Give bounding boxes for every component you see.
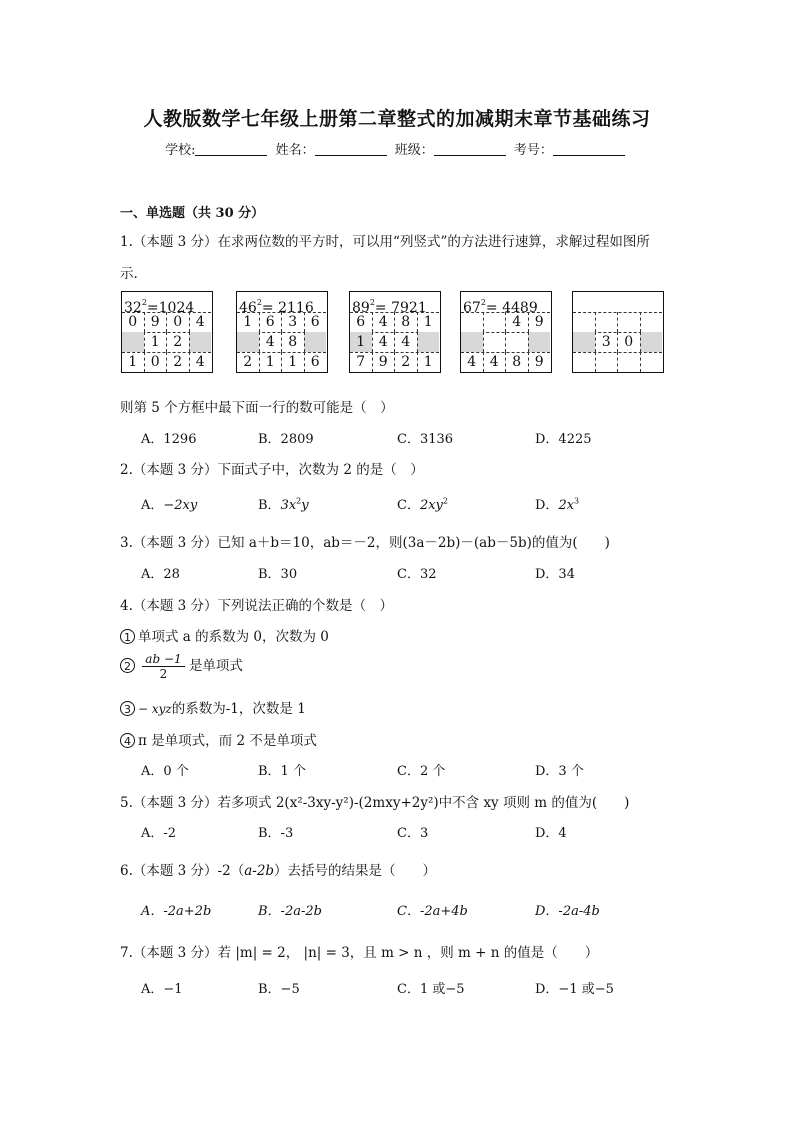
grid-cell: 1: [144, 332, 167, 352]
grid-cell: 8: [281, 332, 304, 352]
page-title: 人教版数学七年级上册第二章整式的加减期末章节基础练习: [143, 108, 651, 130]
q2-option-b-expr: 3x: [280, 498, 297, 513]
q2-option-a-expr: −2xy: [163, 498, 198, 513]
question-6-post: ）去括号的结果是（ ）: [274, 863, 437, 879]
grid-cell: [640, 352, 663, 372]
statement-1-text: 单项式 a 的系数为 0，次数为 0: [138, 629, 329, 645]
grid-cell: [304, 332, 327, 352]
grid-cell: [595, 312, 618, 332]
q7-option-a[interactable]: A．−1: [141, 982, 183, 997]
grid-cell: 7: [356, 354, 366, 370]
q6-option-a[interactable]: A．-2a+2b: [141, 904, 212, 919]
grid-cell: [189, 332, 212, 352]
question-6-text: [120, 859, 436, 879]
grid-cell: 9: [372, 352, 395, 372]
q4-option-d[interactable]: D．3 个: [535, 764, 584, 779]
grid-cell: [640, 312, 663, 332]
grid-cell: 8: [394, 312, 417, 332]
grid-cell: 2: [166, 352, 189, 372]
digit-grid-1: [121, 291, 213, 373]
grid-cell: 4: [189, 312, 212, 332]
grid-cell: 0: [617, 332, 640, 352]
grid-base: 89: [352, 300, 370, 316]
grid-cell: [237, 332, 259, 352]
q6-option-b[interactable]: B．-2a-2b: [258, 904, 322, 919]
q2-option-b-sup: 2: [296, 496, 302, 506]
grid-row-1: [237, 312, 326, 332]
grid-base: 67: [463, 300, 481, 316]
q5-option-c[interactable]: C．3: [397, 826, 429, 841]
question-1-text: 1.（本题 3 分）在求两位数的平方时，可以用“列竖式”的方法进行速算，求解过程如图所: [120, 234, 650, 250]
statement-4-text: π 是单项式，而 2 不是单项式: [138, 733, 317, 749]
q3-option-c[interactable]: C．32: [397, 567, 437, 582]
digit-grid-3: [349, 291, 441, 373]
statement-4: [120, 729, 317, 749]
grid-cell: 0: [166, 312, 189, 332]
q4-option-c[interactable]: C．2 个: [397, 764, 446, 779]
statement-3: [120, 697, 306, 717]
question-7-text: 7.（本题 3 分）若 |m| = 2， |n| = 3，且 m > n ，则 m + n 的值是（ ）: [120, 945, 599, 961]
grid-cell: [573, 332, 595, 352]
q4-option-a[interactable]: A．0 个: [141, 764, 189, 779]
grid-row-2: [461, 332, 550, 352]
q2-option-c[interactable]: [397, 494, 448, 513]
grid-cell: 1: [259, 352, 282, 372]
grid-cell: 3: [595, 332, 618, 352]
grid-cell: [483, 332, 506, 352]
grid-base: 32: [124, 300, 142, 316]
grid-header: [124, 292, 195, 316]
grid-row-1: [122, 312, 211, 332]
q3-option-b[interactable]: B．30: [258, 567, 298, 582]
grid-cell: 1: [417, 312, 440, 332]
grid-result: = 7921: [374, 300, 427, 316]
circled-number-2: 2: [120, 658, 135, 673]
grid-cell: 4: [189, 352, 212, 372]
grid-cell: [483, 312, 506, 332]
digit-grid-4: [460, 291, 552, 373]
grid-cell: [617, 352, 640, 372]
grid-cell: 1: [350, 332, 372, 352]
grid-cell: 8: [505, 352, 528, 372]
school-blank: [195, 142, 267, 156]
q1-option-d[interactable]: D．4225: [535, 432, 592, 447]
q2-option-b-tail: y: [301, 498, 309, 513]
grid-cell: 4: [505, 312, 528, 332]
grid-cell: 4: [259, 332, 282, 352]
grid-cell: 1: [281, 352, 304, 372]
grid-cell: 0: [128, 314, 138, 330]
fraction-numerator: ab −1: [142, 652, 184, 667]
grid-cell: 9: [144, 312, 167, 332]
grid-cell: [505, 332, 528, 352]
q3-option-a[interactable]: A．28: [141, 567, 180, 582]
q2-option-c-label: C．: [397, 498, 420, 513]
circled-number-3: 3: [120, 701, 135, 716]
q1-option-c[interactable]: C．3136: [397, 432, 454, 447]
grid-cell: [122, 332, 144, 352]
grid-cell: 1: [243, 314, 253, 330]
grid-row-3: [573, 352, 662, 372]
grid-cell: [528, 332, 551, 352]
grid-row-2: [237, 332, 326, 352]
school-label: 学校:: [165, 143, 196, 158]
grid-cell: 4: [372, 312, 395, 332]
grid-cell: 2: [394, 352, 417, 372]
q2-option-c-sup: 2: [442, 496, 448, 506]
grid-cell: [417, 332, 440, 352]
digit-grid-5: [572, 291, 664, 373]
fraction: [142, 652, 184, 681]
fraction-denominator: 2: [159, 667, 168, 681]
grid-cell: [595, 352, 618, 372]
grid-cell: [573, 312, 595, 332]
q1-option-a[interactable]: A．1296: [141, 432, 197, 447]
grid-cell: [617, 312, 640, 332]
grid-row-3: [350, 352, 439, 372]
q2-option-d[interactable]: [535, 494, 579, 513]
statement-3-expr: − xyz: [138, 702, 172, 716]
grid-exponent: 2: [141, 298, 147, 307]
grid-exponent: 2: [480, 298, 486, 307]
grid-cell: [640, 332, 663, 352]
question-1-prompt: 则第 5 个方框中最下面一行的数可能是（ ）: [120, 400, 394, 416]
grid-cell: 4: [483, 352, 506, 372]
grid-cell: 6: [356, 314, 366, 330]
q2-option-a[interactable]: [141, 494, 197, 513]
q2-option-b[interactable]: [258, 494, 309, 513]
question-6-expr: a-2b: [244, 863, 275, 879]
grid-cell: 1: [128, 354, 138, 370]
q5-option-a[interactable]: A．-2: [141, 826, 177, 841]
q2-option-c-expr: 2xy: [419, 498, 443, 513]
grid-row-2: [122, 332, 211, 352]
question-2-text: 2.（本题 3 分）下面式子中，次数为 2 的是（ ）: [120, 462, 424, 478]
statement-2: [120, 652, 243, 681]
circled-number-1: 1: [120, 629, 135, 644]
grid-header: [352, 292, 427, 316]
q7-option-c[interactable]: C．1 或−5: [397, 982, 465, 997]
question-4-text: 4.（本题 3 分）下列说法正确的个数是（ ）: [120, 598, 394, 614]
question-1-text-cont: 示.: [120, 266, 138, 282]
grid-result: =1024: [146, 300, 195, 316]
statement-3-text: 的系数为-1，次数是 1: [171, 701, 306, 717]
question-3-text: 3.（本题 3 分）已知 a＋b＝10，ab＝－2，则(3a－2b)－(ab－5b)的值为( ): [120, 535, 610, 551]
grid-result: = 2116: [261, 300, 314, 316]
q6-option-c[interactable]: C．-2a+4b: [397, 904, 468, 919]
exam-number-blank: [553, 142, 625, 156]
q2-option-d-sup: 3: [574, 496, 580, 506]
grid-cell: 2: [243, 354, 253, 370]
grid-cell: 4: [394, 332, 417, 352]
grid-cell: [461, 332, 483, 352]
grid-header: [463, 292, 538, 316]
grid-row-2: [350, 332, 439, 352]
grid-header: [239, 292, 314, 316]
question-6-pre: 6.（本题 3 分）-2（: [120, 863, 245, 879]
grid-cell: 6: [304, 352, 327, 372]
q6-option-d[interactable]: D．-2a-4b: [535, 904, 600, 919]
grid-cell: 6: [304, 312, 327, 332]
question-5-text: 5.（本题 3 分）若多项式 2(x²-3xy-y²)-(2mxy+2y²)中不含 xy 项则 m 的值为( ): [120, 795, 630, 811]
grid-cell: 2: [166, 332, 189, 352]
q7-option-d[interactable]: D．−1 或−5: [535, 982, 614, 997]
class-label: 班级：: [394, 143, 434, 158]
grid-cell: [461, 312, 483, 332]
statement-2-text: 是单项式: [188, 658, 243, 674]
grid-cell: 3: [281, 312, 304, 332]
digit-grid-2: [236, 291, 328, 373]
q2-option-b-label: B．: [258, 498, 281, 513]
q5-option-b[interactable]: B．-3: [258, 826, 294, 841]
grid-cell: 4: [372, 332, 395, 352]
grid-row-3: [461, 352, 550, 372]
grid-row-3: [237, 352, 326, 372]
grid-exponent: 2: [369, 298, 375, 307]
grid-row-2: [573, 332, 662, 352]
grid-cell: 6: [259, 312, 282, 332]
grid-row-1: [350, 312, 439, 332]
grid-result: = 4489: [485, 300, 538, 316]
q2-option-d-expr: 2x: [558, 498, 575, 513]
grid-base: 46: [239, 300, 257, 316]
circled-number-4: 4: [120, 733, 135, 748]
grid-row-1: [461, 312, 550, 332]
grid-cell: 9: [528, 352, 551, 372]
name-label: 姓名：: [275, 143, 315, 158]
q2-option-a-label: A．: [141, 498, 164, 513]
name-blank: [315, 142, 387, 156]
student-info-line: [0, 139, 794, 158]
q2-option-d-label: D．: [535, 498, 559, 513]
q7-option-b[interactable]: B．−5: [258, 982, 300, 997]
exam-number-label: 考号：: [513, 143, 553, 158]
q3-option-d[interactable]: D．34: [535, 567, 575, 582]
class-blank: [434, 142, 506, 156]
q1-option-b[interactable]: B．2809: [258, 432, 314, 447]
statement-1: [120, 625, 329, 645]
grid-cell: 9: [528, 312, 551, 332]
q5-option-d[interactable]: D．4: [535, 826, 567, 841]
grid-row-3: [122, 352, 211, 372]
grid-cell: [573, 352, 595, 372]
grid-cell: 4: [467, 354, 477, 370]
grid-cell: 0: [144, 352, 167, 372]
section-heading: 一、单选题（共 30 分）: [120, 206, 265, 221]
grid-cell: 1: [417, 352, 440, 372]
q4-option-b[interactable]: B．1 个: [258, 764, 306, 779]
grid-exponent: 2: [256, 298, 262, 307]
grid-row-1: [573, 312, 662, 332]
